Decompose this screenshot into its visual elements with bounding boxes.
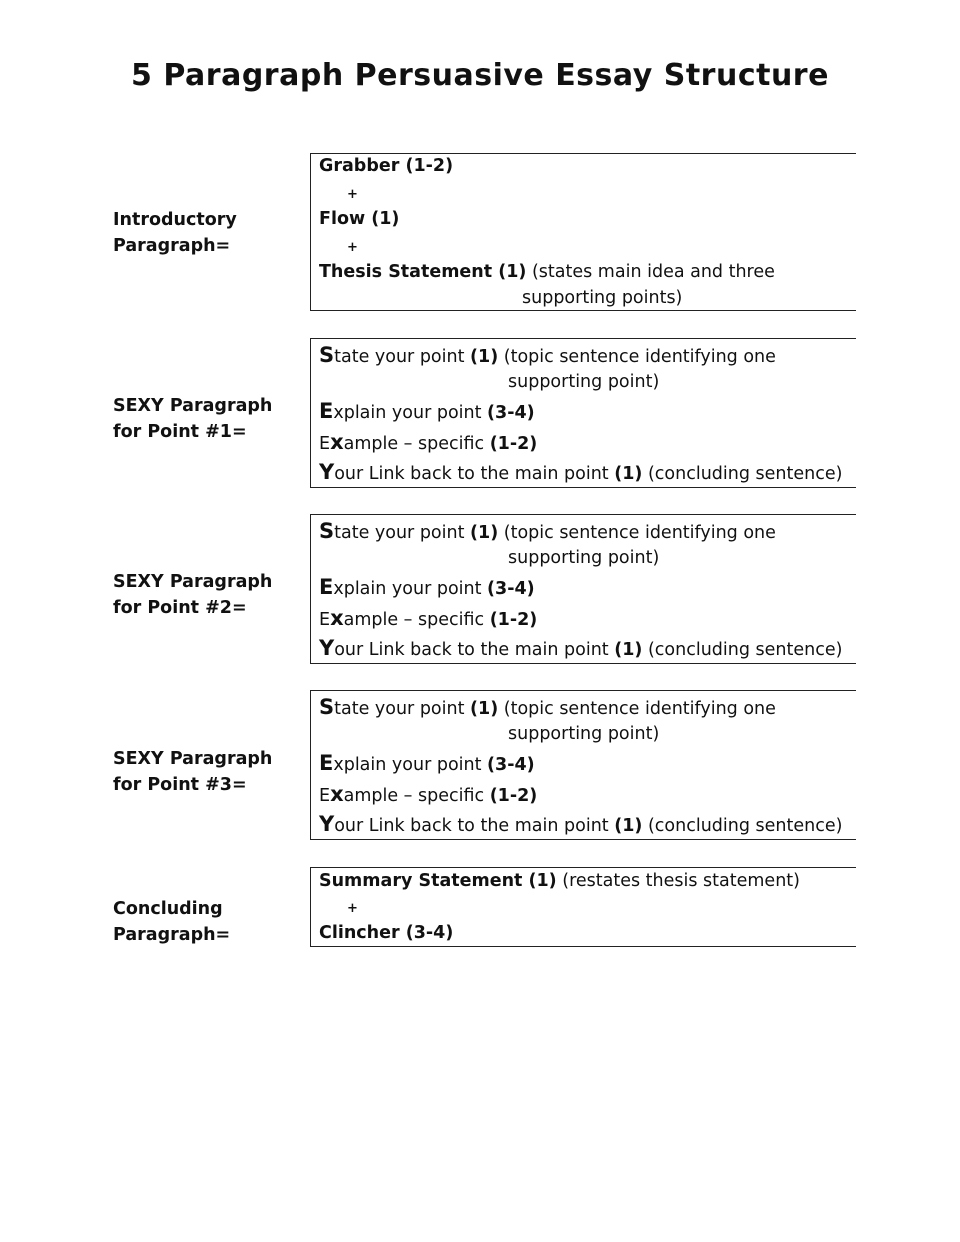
example-line: Example – specific (1-2) xyxy=(319,606,538,630)
state-continuation: supporting point) xyxy=(508,548,660,568)
explain-line: Explain your point (3-4) xyxy=(319,399,535,423)
summary-line: Summary Statement (1) (restates thesis statement) xyxy=(319,871,800,891)
thesis-text: (states main idea and three xyxy=(526,262,775,282)
conclusion-box xyxy=(310,867,856,947)
example-line: Example – specific (1-2) xyxy=(319,782,538,806)
plus-sign: + xyxy=(347,901,358,916)
plus-sign: + xyxy=(347,187,358,202)
intro-box xyxy=(310,153,856,311)
state-line: State your point (1) (topic sentence identifying one xyxy=(319,695,776,719)
intro-label xyxy=(113,207,303,259)
link-line: Your Link back to the main point (1) (concluding sentence) xyxy=(319,812,843,836)
sexy-label-3-line1: SEXY Paragraph xyxy=(113,749,273,769)
grabber-line: Grabber (1-2) xyxy=(319,156,454,176)
thesis-bold: Thesis Statement (1) xyxy=(319,262,527,282)
plus-sign: + xyxy=(347,240,358,255)
state-continuation: supporting point) xyxy=(508,372,660,392)
conclusion-label-line1: Concluding xyxy=(113,899,223,919)
sexy-label-2 xyxy=(113,569,303,621)
sexy-label-3 xyxy=(113,746,303,798)
sexy-label-1-line1: SEXY Paragraph xyxy=(113,396,273,416)
intro-label-line1: Introductory xyxy=(113,210,237,230)
thesis-line xyxy=(319,262,775,282)
state-line: State your point (1) (topic sentence identifying one xyxy=(319,343,776,367)
sexy-label-3-line2: for Point #3= xyxy=(113,775,247,795)
explain-line: Explain your point (3-4) xyxy=(319,575,535,599)
flow-line: Flow (1) xyxy=(319,209,400,229)
thesis-continuation: supporting points) xyxy=(522,288,683,308)
conclusion-label xyxy=(113,896,303,948)
conclusion-label-line2: Paragraph= xyxy=(113,925,231,945)
state-continuation: supporting point) xyxy=(508,724,660,744)
clincher-line: Clincher (3-4) xyxy=(319,923,454,943)
link-line: Your Link back to the main point (1) (concluding sentence) xyxy=(319,460,843,484)
intro-label-line2: Paragraph= xyxy=(113,236,231,256)
sexy-box-1 xyxy=(310,338,856,488)
explain-line: Explain your point (3-4) xyxy=(319,751,535,775)
sexy-box-3 xyxy=(310,690,856,840)
page-title: 5 Paragraph Persuasive Essay Structure xyxy=(131,58,829,93)
sexy-label-2-line1: SEXY Paragraph xyxy=(113,572,273,592)
state-line: State your point (1) (topic sentence identifying one xyxy=(319,519,776,543)
sexy-label-1 xyxy=(113,393,303,445)
example-line: Example – specific (1-2) xyxy=(319,430,538,454)
sexy-box-2 xyxy=(310,514,856,664)
link-line: Your Link back to the main point (1) (concluding sentence) xyxy=(319,636,843,660)
sexy-label-2-line2: for Point #2= xyxy=(113,598,247,618)
sexy-label-1-line2: for Point #1= xyxy=(113,422,247,442)
